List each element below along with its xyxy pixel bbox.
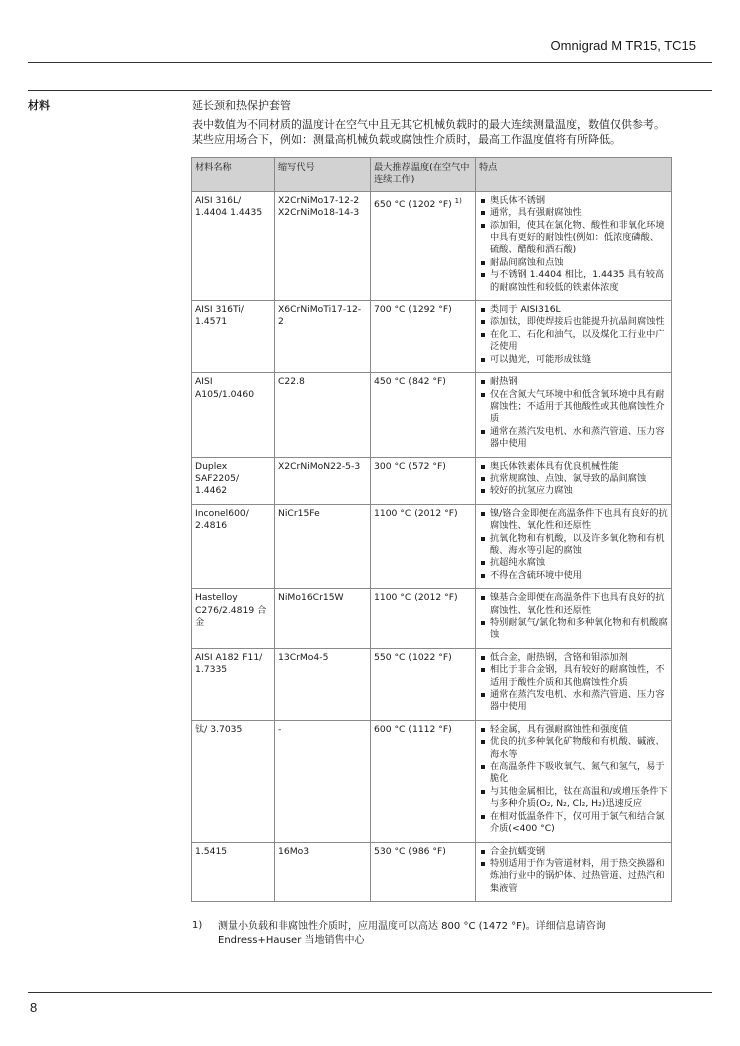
table-row: [192, 191, 672, 300]
footnote-text: 测量小负载和非腐蚀性介质时，应用温度可以高达 800 °C (1472 °F)。详细信息请咨询 Endress+Hauser 当地销售中心: [218, 921, 606, 946]
cell-material-name: Inconel600/ 2.4816: [192, 504, 275, 588]
table-row: [192, 373, 672, 457]
cell-material-name: 钛/ 3.7035: [192, 720, 275, 842]
table-row: [192, 842, 672, 902]
temperature-value: 550 °C (1022 °F): [374, 651, 452, 663]
feature-item: 通常，具有强耐腐蚀性: [479, 207, 668, 219]
feature-item: 添加钛，即使焊接后也能提升抗晶间腐蚀性: [479, 316, 668, 328]
cell-material-name: AISI A182 F11/ 1.7335: [192, 648, 275, 720]
table-row: [192, 589, 672, 649]
cell-material-name: AISI 316Ti/ 1.4571: [192, 301, 275, 373]
temperature-value: 530 °C (986 °F): [374, 845, 446, 857]
table-row: [192, 301, 672, 373]
feature-item: 奥氏体不锈钢: [479, 195, 668, 207]
feature-item: 较好的抗氢应力腐蚀: [479, 485, 668, 497]
feature-item: 添加钼，使其在氯化物、酸性和非氧化环境中具有更好的耐蚀性(例如：低浓度磷酸、硫酸、醋酸和酒石酸): [479, 220, 668, 257]
feature-item: 特别适用于作为管道材料，用于热交换器和炼油行业中的锅炉体、过热管道、过热汽和集液管: [479, 858, 668, 895]
temperature-value: 650 °C (1202 °F): [374, 198, 452, 210]
feature-item: 耐热钢: [479, 376, 668, 388]
cell-features: [476, 648, 672, 720]
cell-abbreviation: X2CrNiMo17-12-2 X2CrNiMo18-14-3: [275, 191, 371, 300]
cell-max-temperature: [371, 589, 476, 649]
cell-max-temperature: [371, 504, 476, 588]
feature-list: [479, 304, 668, 366]
cell-features: [476, 842, 672, 902]
feature-item: 不得在含硫环境中使用: [479, 570, 668, 582]
cell-material-name: Duplex SAF2205/ 1.4462: [192, 457, 275, 504]
feature-item: 与其他金属相比，钛在高温和/或增压条件下与多种介质(O₂, N₂, Cl₂, H₂)迅速反应: [479, 786, 668, 811]
header-abbreviation: 缩写代号: [275, 158, 371, 192]
footer-divider: [28, 992, 712, 993]
feature-list: [479, 376, 668, 450]
feature-item: 通常在蒸汽发电机、水和蒸汽管道、压力容器中使用: [479, 426, 668, 451]
feature-item: 抗常规腐蚀、点蚀、氯导致的晶间腐蚀: [479, 473, 668, 485]
feature-list: [479, 846, 668, 896]
feature-item: 轻金属，具有强耐腐蚀性和强度值: [479, 724, 668, 736]
document-title: Omnigrad M TR15, TC15: [550, 38, 696, 53]
table-row: [192, 457, 672, 504]
cell-max-temperature: [371, 720, 476, 842]
feature-item: 抗氧化物和有机酸，以及许多氧化物和有机酸、海水等引起的腐蚀: [479, 533, 668, 558]
feature-item: 可以抛光，可能形成钛缝: [479, 354, 668, 366]
temperature-value: 600 °C (1112 °F): [374, 723, 452, 735]
page-number: 8: [30, 1000, 38, 1015]
cell-abbreviation: C22.8: [275, 373, 371, 457]
cell-material-name: 1.5415: [192, 842, 275, 902]
feature-item: 抗超纯水腐蚀: [479, 557, 668, 569]
cell-max-temperature: [371, 842, 476, 902]
feature-list: [479, 508, 668, 582]
intro-paragraph: 表中数值为不同材质的温度计在空气中且无其它机械负载时的最大连续测量温度，数值仅供参考。某些应用场合下，例如：测量高机械负载或腐蚀性介质时，最高工作温度值将有所降低。: [192, 118, 665, 146]
feature-item: 镍基合金即便在高温条件下也具有良好的抗腐蚀性、氧化性和还原性: [479, 592, 668, 617]
cell-abbreviation: -: [275, 720, 371, 842]
cell-max-temperature: [371, 457, 476, 504]
cell-features: [476, 457, 672, 504]
header-max-temperature: 最大推荐温度(在空气中连续工作): [371, 158, 476, 192]
table-row: [192, 648, 672, 720]
feature-item: 与不锈钢 1.4404 相比，1.4435 具有较高的耐腐蚀性和较低的铁素体浓度: [479, 269, 668, 294]
table-row: [192, 720, 672, 842]
feature-item: 特别耐氯气/氯化物和多种氧化物和有机酸腐蚀: [479, 617, 668, 642]
feature-item: 在高温条件下吸收氧气、氮气和氢气，易于脆化: [479, 761, 668, 786]
temperature-value: 450 °C (842 °F): [374, 376, 446, 388]
feature-item: 相比于非合金钢，具有较好的耐腐蚀性，不适用于酸性介质和其他腐蚀性介质: [479, 664, 668, 689]
header-divider: [28, 62, 712, 63]
feature-item: 镍/铬合金即便在高温条件下也具有良好的抗腐蚀性、氧化性和还原性: [479, 508, 668, 533]
cell-max-temperature: [371, 301, 476, 373]
cell-features: [476, 504, 672, 588]
feature-item: 在相对低温条件下，仅可用于氯气和结合氯介质(<400 °C): [479, 811, 668, 836]
cell-material-name: Hastelloy C276/2.4819 合金: [192, 589, 275, 649]
cell-features: [476, 373, 672, 457]
cell-features: [476, 301, 672, 373]
header-material-name: 材料名称: [192, 158, 275, 192]
cell-features: [476, 191, 672, 300]
cell-abbreviation: X6CrNiMoTi17-12-2: [275, 301, 371, 373]
cell-material-name: AISI A105/1.0460: [192, 373, 275, 457]
cell-max-temperature: [371, 373, 476, 457]
feature-item: 优良的抗多种氧化矿物酸和有机酸、碱液、海水等: [479, 736, 668, 761]
table-row: [192, 504, 672, 588]
cell-features: [476, 720, 672, 842]
table-header-row: [192, 158, 672, 192]
cell-abbreviation: NiCr15Fe: [275, 504, 371, 588]
feature-item: 类同于 AISI316L: [479, 304, 668, 316]
cell-material-name: AISI 316L/ 1.4404 1.4435: [192, 191, 275, 300]
cell-abbreviation: 16Mo3: [275, 842, 371, 902]
footnote-reference: 1): [454, 196, 462, 205]
cell-abbreviation: 13CrMo4-5: [275, 648, 371, 720]
materials-table: [191, 157, 672, 902]
feature-item: 低合金，耐热钢，含铬和钼添加剂: [479, 652, 668, 664]
cell-max-temperature: [371, 191, 476, 300]
feature-item: 在化工、石化和油气，以及煤化工行业中广泛使用: [479, 329, 668, 354]
cell-abbreviation: NiMo16Cr15W: [275, 589, 371, 649]
feature-list: [479, 195, 668, 294]
temperature-value: 1100 °C (2012 °F): [374, 592, 458, 604]
temperature-value: 700 °C (1292 °F): [374, 304, 452, 316]
cell-features: [476, 589, 672, 649]
feature-list: [479, 461, 668, 498]
feature-list: [479, 724, 668, 836]
feature-list: [479, 652, 668, 714]
feature-list: [479, 592, 668, 642]
section-label: 材料: [28, 99, 50, 112]
cell-max-temperature: [371, 648, 476, 720]
section-divider: [28, 90, 712, 91]
temperature-value: 300 °C (572 °F): [374, 460, 446, 472]
footnote-number: 1): [192, 920, 203, 931]
feature-item: 通常在蒸汽发电机、水和蒸汽管道、压力容器中使用: [479, 689, 668, 714]
feature-item: 耐晶间腐蚀和点蚀: [479, 257, 668, 269]
feature-item: 合金抗蠕变钢: [479, 846, 668, 858]
temperature-value: 1100 °C (2012 °F): [374, 507, 458, 519]
feature-item: 仅在含氮大气环境中和低含氧环境中具有耐腐蚀性；不适用于其他酸性或其他腐蚀性介质: [479, 389, 668, 426]
feature-item: 奥氏体铁素体具有优良机械性能: [479, 461, 668, 473]
cell-abbreviation: X2CrNiMoN22-5-3: [275, 457, 371, 504]
section-title: 延长颈和热保护套管: [192, 99, 291, 112]
header-features: 特点: [476, 158, 672, 192]
